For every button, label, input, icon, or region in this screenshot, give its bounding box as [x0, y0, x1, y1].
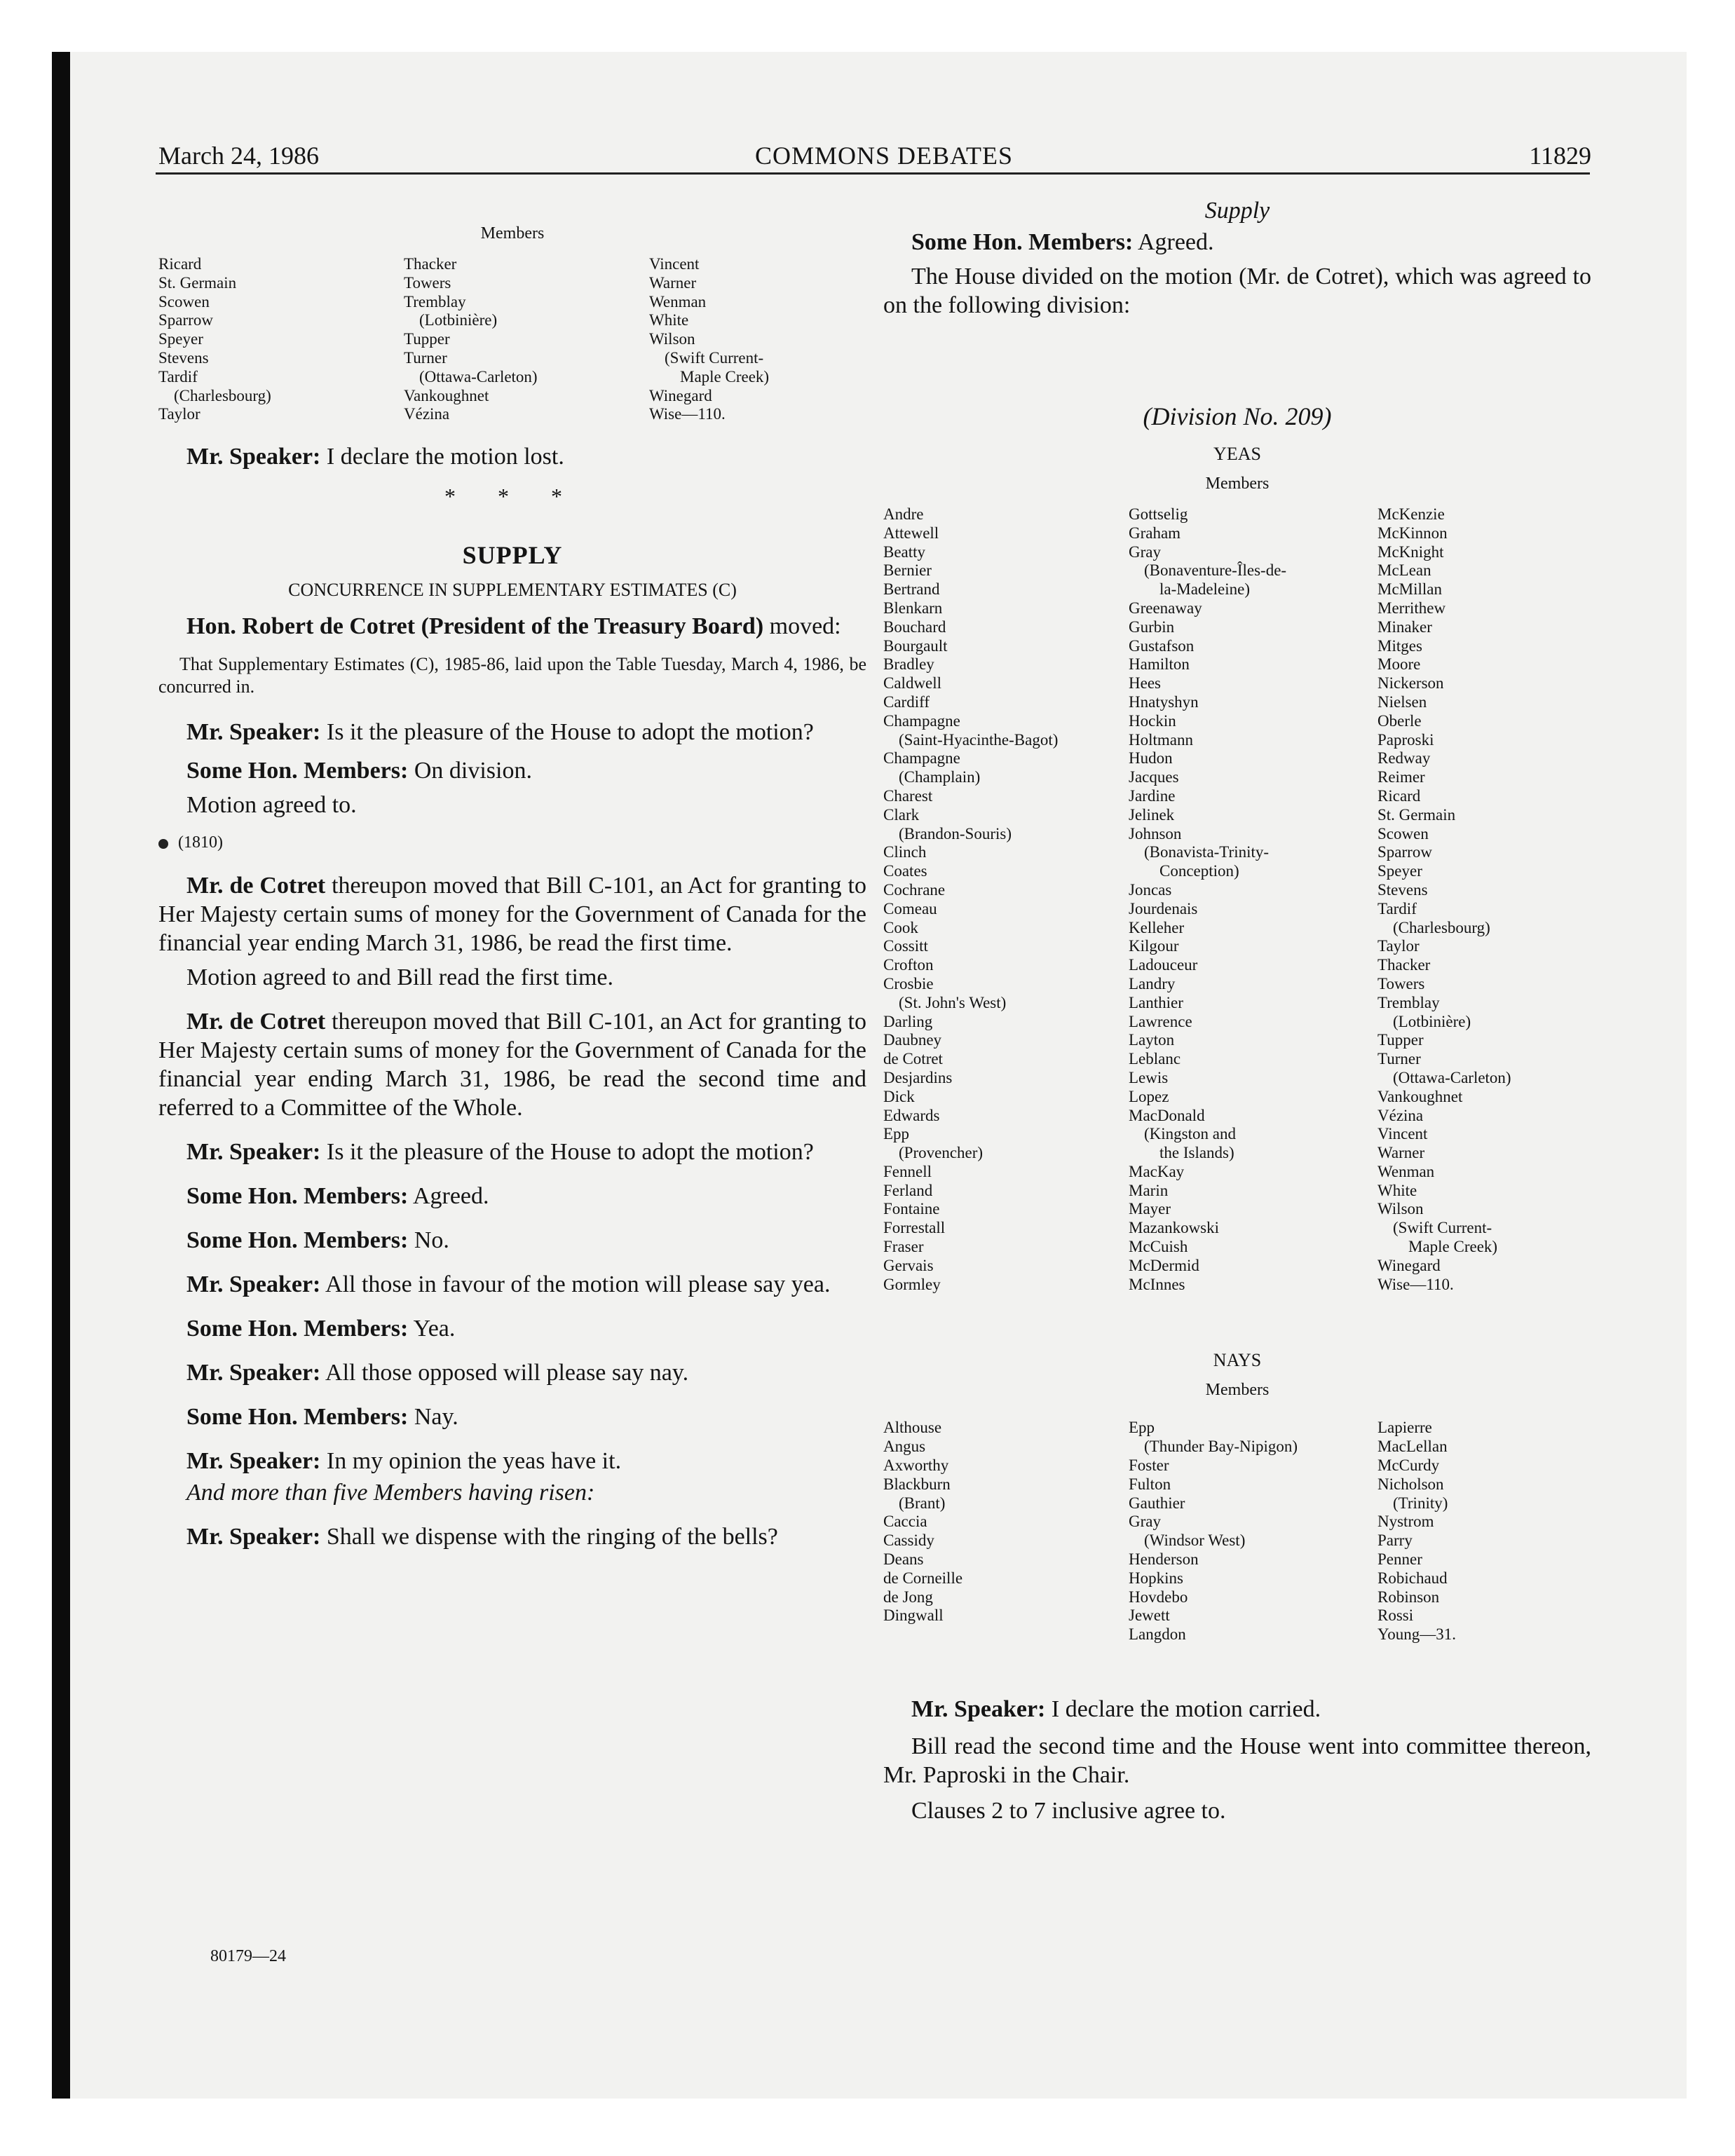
speech-text: thereupon moved that Bill C-101, an Act for granting to Her Majesty certain sums of money for the Government of Canada for the financial year ending March 31, 1986, be read the first time. — [158, 873, 866, 957]
member-riding: (Thunder Bay-Nipigon) — [1144, 1438, 1298, 1456]
member-name: Ladouceur — [1129, 956, 1198, 974]
members-agreed — [158, 1182, 866, 1210]
member-name: Bouchard — [883, 618, 946, 636]
member-riding: (Trinity) — [1393, 1494, 1448, 1512]
member-name: Comeau — [883, 899, 937, 917]
member-name: Gottselig — [1129, 505, 1188, 523]
member-name: Redway — [1377, 749, 1431, 767]
division-number: (Division No. 209) — [1143, 402, 1332, 430]
speech-text: Agreed. — [1133, 229, 1214, 255]
roster-column — [158, 255, 404, 424]
speaker-name: Mr. Speaker: — [186, 1360, 321, 1386]
member-riding: (Champlain) — [899, 768, 981, 786]
speaker-name: Some Hon. Members: — [186, 1227, 409, 1254]
header-title: COMMONS DEBATES — [754, 142, 1014, 170]
speaker-yeas-have-it — [158, 1447, 866, 1475]
member-name: Kelleher — [1129, 918, 1185, 936]
member-riding: (Lotbinière) — [419, 311, 498, 329]
member-name: Lapierre — [1377, 1419, 1432, 1437]
header-rule — [156, 172, 1590, 175]
member-name: Hopkins — [1129, 1569, 1183, 1587]
members-on-division — [158, 756, 866, 785]
roster-column — [404, 255, 649, 424]
member-name: Tupper — [1377, 1031, 1424, 1049]
roster-column — [649, 255, 859, 424]
member-name: McInnes — [1129, 1275, 1185, 1293]
speaker-nay-call — [158, 1358, 866, 1387]
motion-text: That Supplementary Estimates (C), 1985-86, laid upon the Table Tuesday, March 4, 1986, be concurred in. — [158, 654, 866, 697]
member-name: Lewis — [1129, 1068, 1169, 1086]
member-riding: (Provencher) — [899, 1144, 984, 1162]
member-name: Andre — [883, 505, 924, 523]
member-name: Parry — [1377, 1531, 1413, 1550]
member-name: Moore — [1377, 655, 1421, 674]
members-nay — [158, 1403, 866, 1431]
member-name: MacLellan — [1377, 1438, 1448, 1456]
member-name: Wise—110. — [649, 405, 726, 423]
member-name: McLean — [1377, 561, 1431, 580]
member-riding: (Kingston and — [1144, 1125, 1236, 1143]
member-name: Warner — [1377, 1144, 1425, 1162]
member-riding: (Swift Current- — [1393, 1219, 1492, 1237]
speech-text: Shall we dispense with the ringing of the bells? — [320, 1524, 778, 1550]
speaker-motion-lost — [158, 442, 866, 471]
member-name: Vézina — [1377, 1106, 1424, 1124]
member-name: Axworthy — [883, 1456, 949, 1475]
member-name: Darling — [883, 1012, 933, 1030]
member-name: Champagne — [883, 749, 960, 767]
member-name: Blackburn — [883, 1475, 951, 1493]
de-cotret-moved — [158, 612, 866, 641]
speaker-yea-call — [158, 1270, 866, 1299]
member-name: Thacker — [404, 255, 457, 273]
member-name: Edwards — [883, 1106, 940, 1124]
member-name: Stevens — [1377, 880, 1428, 899]
member-name: Forrestall — [883, 1219, 946, 1237]
member-riding: (Charlesbourg) — [1393, 918, 1490, 936]
member-riding: (Swift Current- — [665, 348, 764, 367]
roster-column — [883, 1419, 1129, 1644]
member-riding: (Bonaventure-Îles-de- — [1144, 561, 1287, 580]
members-yea — [158, 1314, 866, 1343]
member-name: Fulton — [1129, 1475, 1171, 1493]
member-name: de Cotret — [883, 1050, 943, 1068]
speaker-name: Mr. de Cotret — [186, 873, 326, 899]
supply-heading: SUPPLY — [462, 541, 563, 570]
member-name: Nystrom — [1377, 1513, 1434, 1531]
yeas-heading: YEAS — [1213, 444, 1261, 464]
member-name: Daubney — [883, 1031, 942, 1049]
member-name: Lawrence — [1129, 1012, 1192, 1030]
member-riding: (Ottawa-Carleton) — [419, 367, 538, 386]
speaker-motion-carried — [883, 1695, 1591, 1724]
member-name: Fraser — [883, 1238, 924, 1256]
member-name: Towers — [1377, 974, 1425, 992]
member-name: Wise—110. — [1377, 1275, 1454, 1293]
member-name: Dick — [883, 1087, 915, 1105]
speaker-name: Some Hon. Members: — [186, 1404, 409, 1431]
member-name: Nicholson — [1377, 1475, 1444, 1493]
member-name: Vincent — [1377, 1125, 1428, 1143]
members-heading: Members — [480, 224, 545, 243]
member-name: Vézina — [404, 405, 450, 423]
member-name: Cook — [883, 918, 918, 936]
member-name: Gustafson — [1129, 636, 1195, 655]
motion-agreed: Motion agreed to. — [186, 792, 357, 819]
member-name: Fennell — [883, 1162, 932, 1180]
member-name: Hamilton — [1129, 655, 1190, 674]
member-name: Dingwall — [883, 1606, 944, 1625]
member-riding: (Brant) — [899, 1494, 946, 1512]
time-stamp — [158, 832, 866, 853]
member-name: Jelinek — [1129, 805, 1175, 824]
member-name: Young—31. — [1377, 1625, 1457, 1644]
member-name: Speyer — [158, 330, 203, 348]
member-name: Merrithew — [1377, 599, 1446, 617]
member-name: Hees — [1129, 674, 1161, 692]
second-reading-motion — [158, 1007, 866, 1122]
member-name: de Jong — [883, 1588, 933, 1606]
member-name: Sparrow — [1377, 843, 1432, 861]
speech-text: No. — [408, 1227, 449, 1254]
speaker-name: Mr. Speaker: — [186, 1524, 321, 1550]
member-name: Bertrand — [883, 580, 940, 599]
nays-members-heading: Members — [1205, 1381, 1270, 1400]
member-name: Hnatyshyn — [1129, 692, 1199, 711]
bill-second-reading: Bill read the second time and the House went into committee thereon, Mr. Paproski in the Chair. — [883, 1733, 1591, 1789]
speech-text: Agreed. — [408, 1183, 489, 1210]
member-name: Wilson — [649, 330, 695, 348]
member-name: Blenkarn — [883, 599, 943, 617]
member-name: Ricard — [1377, 786, 1421, 805]
member-name: Fontaine — [883, 1200, 940, 1218]
member-riding: (Brandon-Souris) — [899, 824, 1012, 842]
member-name: Wenman — [1377, 1162, 1435, 1180]
left-column — [158, 196, 866, 1551]
member-name: Scowen — [1377, 824, 1429, 842]
speech-text: All those opposed will please say nay. — [320, 1360, 689, 1386]
member-name: Coates — [883, 862, 927, 880]
first-reading-agreed: Motion agreed to and Bill read the first time. — [186, 964, 614, 991]
member-name: Thacker — [1377, 956, 1431, 974]
member-name: Tardif — [1377, 899, 1417, 917]
member-name: White — [1377, 1181, 1417, 1199]
concurrence-subheading: CONCURRENCE IN SUPPLEMENTARY ESTIMATES (C) — [288, 580, 737, 601]
member-name: Sparrow — [158, 311, 213, 329]
member-name: Cardiff — [883, 692, 930, 711]
speaker-name: Mr. Speaker: — [186, 1448, 321, 1475]
yeas-members-heading: Members — [1205, 475, 1270, 493]
member-name: Scowen — [158, 292, 210, 311]
member-name: MacKay — [1129, 1162, 1185, 1180]
member-name: Stevens — [158, 348, 209, 367]
member-name: McDermid — [1129, 1256, 1199, 1274]
member-name: Wilson — [1377, 1200, 1424, 1218]
roster-column — [1377, 505, 1591, 1294]
speaker-name: Mr. Speaker: — [186, 1139, 321, 1166]
member-name: White — [649, 311, 689, 329]
member-name: Vincent — [649, 255, 700, 273]
member-name: Taylor — [1377, 937, 1420, 955]
member-name: Attewell — [883, 524, 939, 542]
speaker-name: Mr. Speaker: — [186, 719, 321, 746]
yeas-roster — [883, 505, 1591, 1294]
nays-heading: NAYS — [1213, 1350, 1262, 1371]
member-name: Joncas — [1129, 880, 1172, 899]
members-roster — [158, 255, 866, 424]
speech-text: On division. — [408, 758, 532, 784]
member-riding: (Ottawa-Carleton) — [1393, 1068, 1511, 1086]
member-name: Vankoughnet — [404, 386, 489, 404]
member-name: Beatty — [883, 543, 926, 561]
member-name: Wenman — [649, 292, 707, 311]
speech-text: I declare the motion carried. — [1045, 1696, 1321, 1723]
member-name: Graham — [1129, 524, 1181, 542]
member-name: Caldwell — [883, 674, 942, 692]
member-name: Turner — [404, 348, 447, 367]
header-date: March 24, 1986 — [158, 142, 319, 170]
member-name: Speyer — [1377, 862, 1422, 880]
speaker-question-1 — [158, 718, 866, 746]
member-name: Mitges — [1377, 636, 1422, 655]
member-name: Tardif — [158, 367, 198, 386]
member-name: Minaker — [1377, 618, 1432, 636]
speaker-name: Some Hon. Members: — [911, 229, 1134, 255]
clauses-agreed: Clauses 2 to 7 inclusive agree to. — [911, 1798, 1226, 1824]
member-name: Jacques — [1129, 768, 1179, 786]
roster-column — [1377, 1419, 1591, 1644]
member-name: Cossitt — [883, 937, 928, 955]
member-name: Henderson — [1129, 1550, 1199, 1569]
member-name: Epp — [883, 1125, 910, 1143]
member-name: Foster — [1129, 1456, 1169, 1475]
speaker-name: Mr. Speaker: — [911, 1696, 1046, 1723]
house-divided: The House divided on the motion (Mr. de Cotret), which was agreed to on the following division: — [883, 264, 1591, 318]
member-name: Cassidy — [883, 1531, 934, 1550]
member-name: Deans — [883, 1550, 924, 1569]
speech-text: moved: — [763, 613, 841, 640]
member-name: Lanthier — [1129, 993, 1183, 1011]
member-name: Mazankowski — [1129, 1219, 1220, 1237]
member-riding: (Windsor West) — [1144, 1531, 1246, 1550]
member-name: Epp — [1129, 1419, 1155, 1437]
speaker-name: Hon. Robert de Cotret (President of the Treasury Board) — [186, 613, 764, 640]
speaker-bells — [158, 1522, 866, 1551]
member-riding: (Lotbinière) — [1393, 1012, 1471, 1030]
member-name: St. Germain — [158, 273, 237, 292]
speaker-name: Mr. Speaker: — [186, 444, 321, 470]
italic-note: And more than five Members having risen: — [186, 1480, 595, 1506]
member-name: Gormley — [883, 1275, 941, 1293]
member-name: MacDonald — [1129, 1106, 1205, 1124]
right-column — [883, 196, 1591, 1825]
member-name: Hockin — [1129, 711, 1176, 730]
member-name: Charest — [883, 786, 933, 805]
member-name: Penner — [1377, 1550, 1422, 1569]
members-no — [158, 1226, 866, 1255]
nays-roster — [883, 1419, 1591, 1644]
member-name: Ferland — [883, 1181, 933, 1199]
bullet-icon — [158, 839, 168, 849]
member-name: Kilgour — [1129, 937, 1179, 955]
member-name: Bourgault — [883, 636, 948, 655]
member-name: Hovdebo — [1129, 1588, 1188, 1606]
member-riding: Maple Creek) — [1408, 1238, 1498, 1256]
member-name: Taylor — [158, 405, 200, 423]
speaker-name: Mr. de Cotret — [186, 1009, 326, 1035]
member-name: Champagne — [883, 711, 960, 730]
member-name: Althouse — [883, 1419, 942, 1437]
member-name: Gray — [1129, 543, 1161, 561]
first-reading-motion — [158, 871, 866, 957]
member-name: Langdon — [1129, 1625, 1186, 1644]
member-name: Tremblay — [404, 292, 466, 311]
member-riding: (St. John's West) — [899, 993, 1007, 1011]
member-name: Winegard — [1377, 1256, 1441, 1274]
member-name: St. Germain — [1377, 805, 1456, 824]
speaker-name: Some Hon. Members: — [186, 1183, 409, 1210]
member-name: Nickerson — [1377, 674, 1444, 692]
member-name: Oberle — [1377, 711, 1422, 730]
member-riding: la-Madeleine) — [1159, 580, 1250, 599]
printer-footnote: 80179—24 — [210, 1947, 286, 1965]
time-stamp-text: (1810) — [178, 833, 223, 852]
member-riding: Maple Creek) — [680, 367, 770, 386]
member-name: McCurdy — [1377, 1456, 1440, 1475]
member-name: Bradley — [883, 655, 934, 674]
members-agreed-right — [883, 228, 1591, 257]
speech-text: Is it the pleasure of the House to adopt the motion? — [320, 719, 814, 746]
member-name: Caccia — [883, 1513, 927, 1531]
member-riding: the Islands) — [1159, 1144, 1234, 1162]
member-riding: Conception) — [1159, 862, 1239, 880]
speech-text: In my opinion the yeas have it. — [320, 1448, 622, 1475]
member-name: Turner — [1377, 1050, 1421, 1068]
speech-text: Nay. — [408, 1404, 458, 1431]
member-name: Landry — [1129, 974, 1176, 992]
member-name: Holtmann — [1129, 730, 1193, 749]
speaker-question-2 — [158, 1138, 866, 1166]
member-name: Clinch — [883, 843, 927, 861]
member-riding: (Bonavista-Trinity- — [1144, 843, 1270, 861]
speech-text: All those in favour of the motion will please say yea. — [320, 1271, 831, 1298]
member-name: Gauthier — [1129, 1494, 1185, 1512]
member-name: Bernier — [883, 561, 932, 580]
member-riding: (Saint-Hyacinthe-Bagot) — [899, 730, 1059, 749]
member-name: McKenzie — [1377, 505, 1445, 523]
member-name: Robinson — [1377, 1588, 1440, 1606]
speech-text: I declare the motion lost. — [320, 444, 564, 470]
section-separator: * * * — [444, 484, 580, 510]
member-name: Cochrane — [883, 880, 946, 899]
member-name: McKnight — [1377, 543, 1444, 561]
member-name: Greenaway — [1129, 599, 1202, 617]
member-name: Gurbin — [1129, 618, 1175, 636]
member-name: Winegard — [649, 386, 712, 404]
member-name: Paproski — [1377, 730, 1434, 749]
member-name: Lopez — [1129, 1087, 1169, 1105]
speech-text: Yea. — [408, 1316, 456, 1342]
member-name: Robichaud — [1377, 1569, 1448, 1587]
members-risen — [158, 1478, 866, 1507]
member-name: Jewett — [1129, 1606, 1170, 1625]
member-name: de Corneille — [883, 1569, 963, 1587]
header-page-number: 11829 — [1529, 142, 1591, 170]
member-name: Vankoughnet — [1377, 1087, 1463, 1105]
member-name: Marin — [1129, 1181, 1169, 1199]
member-name: Tupper — [404, 330, 450, 348]
member-name: McCuish — [1129, 1238, 1188, 1256]
member-name: McKinnon — [1377, 524, 1448, 542]
scan-edge — [52, 52, 70, 2099]
member-name: Jourdenais — [1129, 899, 1198, 917]
member-name: Jardine — [1129, 786, 1176, 805]
member-name: Gervais — [883, 1256, 934, 1274]
member-name: Leblanc — [1129, 1050, 1181, 1068]
member-name: Ricard — [158, 255, 202, 273]
speaker-name: Some Hon. Members: — [186, 758, 409, 784]
speaker-name: Mr. Speaker: — [186, 1271, 321, 1298]
speaker-name: Some Hon. Members: — [186, 1316, 409, 1342]
member-name: Johnson — [1129, 824, 1182, 842]
member-name: Gray — [1129, 1513, 1161, 1531]
roster-column — [1129, 1419, 1377, 1644]
supply-running-title: Supply — [1204, 198, 1270, 224]
member-name: Layton — [1129, 1031, 1175, 1049]
member-name: McMillan — [1377, 580, 1442, 599]
member-name: Rossi — [1377, 1606, 1414, 1625]
member-riding: (Charlesbourg) — [174, 386, 271, 404]
roster-column — [883, 505, 1129, 1294]
member-name: Warner — [649, 273, 697, 292]
member-name: Tremblay — [1377, 993, 1440, 1011]
speech-text: thereupon moved that Bill C-101, an Act for granting to Her Majesty certain sums of money for the Government of Canada for the financial year ending March 31, 1986, be read the second time and referred to a Committee of the Whole. — [158, 1009, 866, 1121]
member-name: Desjardins — [883, 1068, 953, 1086]
member-name: Nielsen — [1377, 692, 1427, 711]
member-name: Hudon — [1129, 749, 1173, 767]
member-name: Mayer — [1129, 1200, 1171, 1218]
member-name: Towers — [404, 273, 451, 292]
member-name: Crofton — [883, 956, 934, 974]
member-name: Angus — [883, 1438, 926, 1456]
member-name: Reimer — [1377, 768, 1425, 786]
speech-text: Is it the pleasure of the House to adopt the motion? — [320, 1139, 814, 1166]
roster-column — [1129, 505, 1377, 1294]
member-name: Clark — [883, 805, 920, 824]
member-name: Crosbie — [883, 974, 934, 992]
